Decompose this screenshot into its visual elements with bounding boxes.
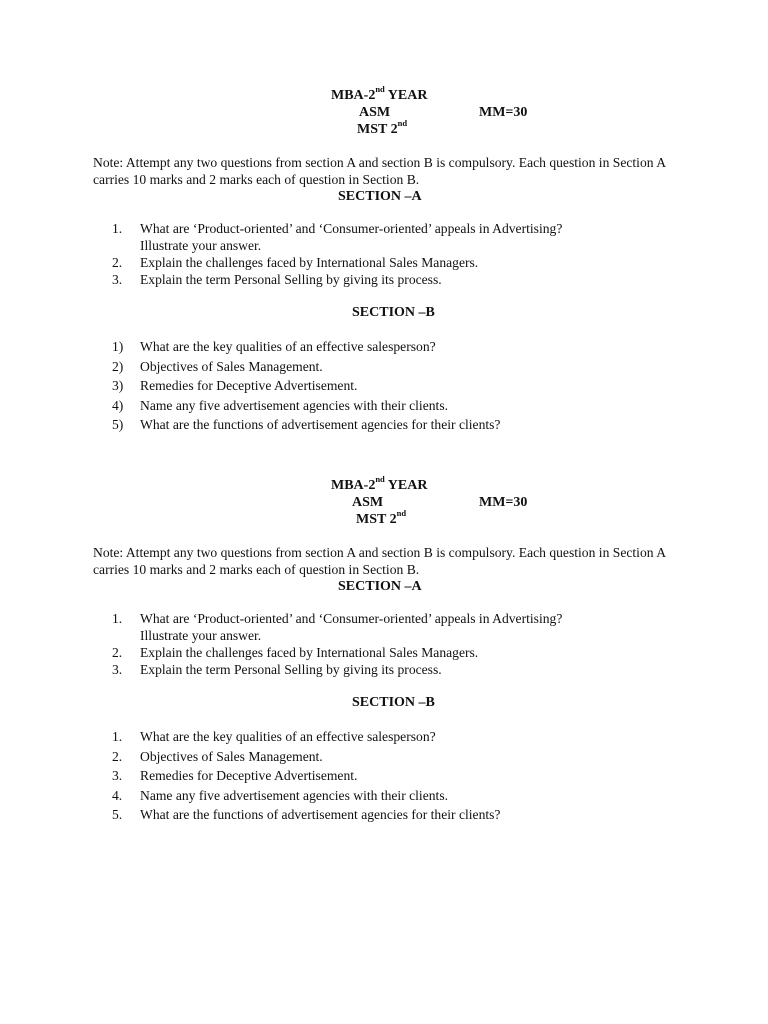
section-a-questions [112, 220, 674, 288]
question-number: 3) [112, 378, 124, 393]
question-number: 2. [112, 748, 123, 764]
question-text: What are ‘Product-oriented’ and ‘Consumer-oriented’ appeals in Advertising? [140, 221, 563, 236]
list-item [112, 610, 674, 644]
question-number: 2. [112, 255, 123, 270]
question-number: 1) [112, 339, 124, 354]
list-item [112, 644, 674, 661]
exam-name [356, 508, 407, 528]
exam-label: MST 2 [357, 122, 398, 137]
question-text: Remedies for Deceptive Advertisement. [140, 768, 358, 783]
question-text: What are the key qualities of an effective salesperson? [140, 339, 436, 354]
course-superscript: nd [375, 474, 385, 485]
section-b-title: SECTION –B [352, 305, 435, 320]
question-number: 1. [112, 611, 123, 626]
question-text: What are the functions of advertisement agencies for their clients? [140, 417, 501, 432]
list-item [112, 787, 674, 804]
question-text-continued: Illustrate your answer. [140, 628, 262, 643]
question-text: Name any five advertisement agencies with their clients. [140, 787, 449, 803]
max-marks: MM=30 [479, 105, 528, 120]
section-a-title: SECTION –A [338, 189, 422, 204]
list-item [112, 377, 674, 394]
section-b-questions [112, 728, 674, 826]
question-text: What are ‘Product-oriented’ and ‘Consumer-oriented’ appeals in Advertising? [140, 611, 563, 626]
section-b-questions [112, 338, 674, 436]
list-item [112, 806, 674, 823]
exam-name [357, 118, 408, 138]
question-text: Remedies for Deceptive Advertisement. [140, 378, 358, 393]
course-title [331, 474, 428, 494]
subject-code: ASM [352, 495, 384, 510]
question-number: 1. [112, 729, 123, 744]
list-item [112, 358, 674, 375]
question-text: What are the functions of advertisement agencies for their clients? [140, 807, 501, 822]
exam-label: MST 2 [356, 512, 397, 527]
question-text: Explain the term Personal Selling by giving its process. [140, 272, 442, 287]
section-a-questions [112, 610, 674, 678]
question-number: 3. [112, 662, 123, 677]
course-name: MBA-2 [331, 478, 376, 493]
list-item [112, 271, 674, 288]
list-item [112, 338, 674, 355]
section-a-title: SECTION –A [338, 579, 422, 594]
question-number: 5) [112, 417, 124, 432]
course-year: YEAR [384, 478, 428, 493]
question-number: 3. [112, 768, 123, 783]
question-text: Name any five advertisement agencies with their clients. [140, 397, 449, 413]
instructions-note: Note: Attempt any two questions from section A and section B is compulsory. Each question in Section A carries 10 marks and 2 marks each of question in Section B. [93, 155, 666, 187]
question-text: What are the key qualities of an effective salesperson? [140, 729, 436, 744]
list-item [112, 397, 674, 414]
question-number: 2. [112, 645, 123, 660]
exam-superscript: nd [396, 508, 407, 519]
list-item [112, 748, 674, 765]
question-number: 3. [112, 272, 123, 287]
list-item [112, 767, 674, 784]
course-name: MBA-2 [331, 88, 376, 103]
list-item [112, 416, 674, 433]
course-title [331, 84, 428, 104]
section-b-title: SECTION –B [352, 695, 435, 710]
question-text: Explain the challenges faced by International Sales Managers. [140, 255, 479, 270]
question-number: 4) [112, 397, 124, 413]
list-item [112, 728, 674, 745]
list-item [112, 254, 674, 271]
list-item [112, 661, 674, 678]
question-text: Explain the challenges faced by International Sales Managers. [140, 645, 479, 660]
max-marks: MM=30 [479, 495, 528, 510]
subject-code: ASM [359, 105, 391, 120]
question-number: 1. [112, 221, 123, 236]
question-text: Objectives of Sales Management. [140, 748, 323, 764]
instructions-note: Note: Attempt any two questions from section A and section B is compulsory. Each question in Section A carries 10 marks and 2 marks each of question in Section B. [93, 545, 666, 577]
question-number: 4. [112, 787, 123, 803]
question-number: 2) [112, 358, 124, 374]
course-year: YEAR [384, 88, 428, 103]
question-number: 5. [112, 807, 123, 822]
question-text: Objectives of Sales Management. [140, 358, 323, 374]
course-superscript: nd [375, 84, 385, 95]
list-item [112, 220, 674, 254]
question-text-continued: Illustrate your answer. [140, 238, 262, 253]
exam-superscript: nd [397, 118, 408, 129]
question-text: Explain the term Personal Selling by giving its process. [140, 662, 442, 677]
